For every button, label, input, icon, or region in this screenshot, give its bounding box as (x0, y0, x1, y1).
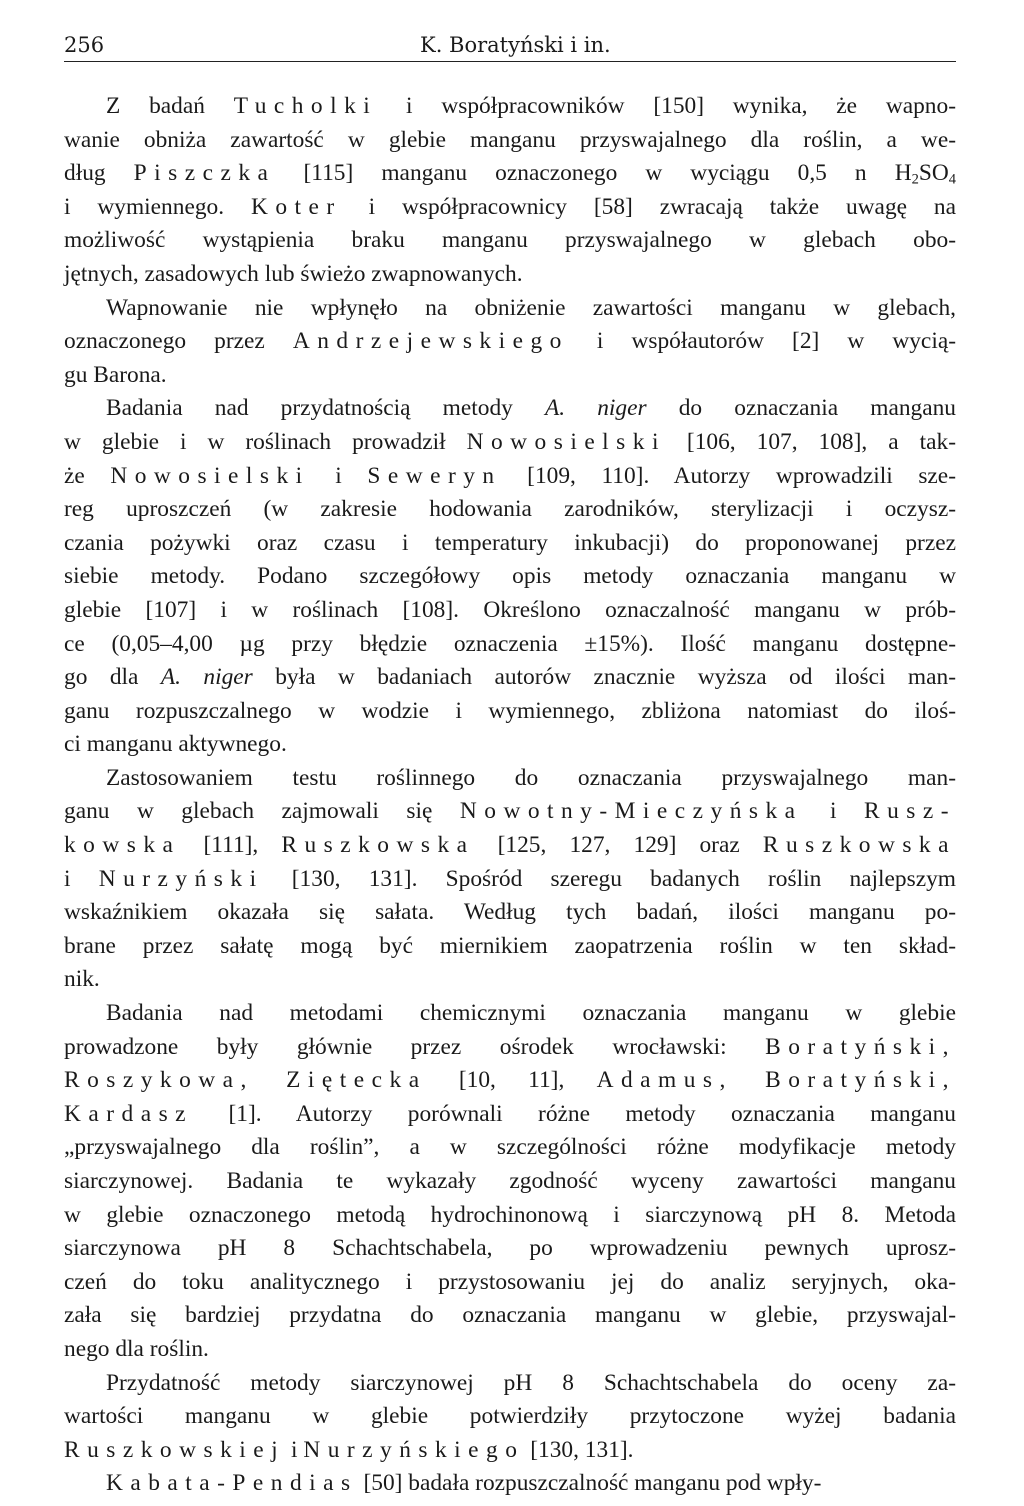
text-line (64, 258, 956, 292)
text-line (64, 1031, 956, 1065)
text-run: i (309, 462, 368, 489)
text-run: wartości manganu w glebie potwierdziły przytoczone wyżej badania (64, 1403, 956, 1430)
author-name: Seweryn (367, 462, 502, 489)
text-line (64, 728, 956, 762)
text-line (64, 1199, 956, 1233)
text-run: Zastosowaniem testu roślinnego do oznaczania przyswajalnego man- (106, 764, 956, 791)
text-line (64, 392, 956, 426)
text-line (64, 863, 956, 897)
text-run: do oznaczania manganu (646, 395, 956, 422)
text-run: w glebie oznaczonego metodą hydrochinonową i siarczynową pH 8. Metoda (64, 1201, 956, 1228)
body-text (64, 90, 956, 1501)
text-line (64, 460, 956, 494)
text-run: i (802, 798, 864, 825)
text-line (64, 795, 956, 829)
text-run: go dla (64, 664, 161, 691)
text-run: Z badań (106, 93, 234, 119)
paragraph (64, 292, 956, 393)
author-name: Nurzyński (98, 865, 264, 892)
text-run: Wapnowanie nie wpłynęło na obniżenie zawartości manganu w glebach, (106, 294, 956, 321)
text-line (64, 1467, 956, 1501)
text-line (64, 1232, 956, 1266)
text-run: wskaźnikiem okazała się sałata. Według tych badań, ilości manganu po- (64, 899, 956, 926)
paragraph (64, 90, 956, 292)
text-run: i wymiennego. (64, 193, 251, 220)
page-number: 256 (64, 33, 105, 57)
text-line (64, 1064, 956, 1098)
text-run: siarczynowa pH 8 Schachtschabela, po wprowadzeniu pewnych uprosz- (64, 1235, 956, 1262)
species-name: A. niger (160, 664, 253, 691)
text-line (64, 90, 956, 124)
page-header (64, 30, 956, 60)
text-line (64, 1266, 956, 1300)
text-line (64, 594, 956, 628)
text-line (64, 157, 956, 191)
text-run: w glebie i w roślinach prowadził (64, 428, 467, 455)
author-name: Andrzejewskiego (292, 328, 569, 355)
text-run: SO (918, 160, 949, 187)
text-line (64, 124, 956, 158)
text-run: ce (0,05–4,00 µg przy błędzie oznaczenia ±15%). Ilość manganu dostępne- (64, 630, 956, 657)
text-line (64, 930, 956, 964)
text-run: i (64, 865, 99, 892)
paragraph (64, 1467, 956, 1501)
text-run: siarczynowej. Badania te wykazały zgodność wyceny zawartości manganu (64, 1168, 956, 1194)
running-title: K. Boratyński i in. (420, 33, 611, 57)
author-name: Adamus, (596, 1067, 733, 1094)
text-run: Badania nad przydatnością metody (106, 395, 545, 422)
author-name: kowska (64, 832, 181, 859)
text-run: [130, 131]. (524, 1436, 634, 1463)
author-name: Ruszkowska (762, 832, 956, 859)
text-line (64, 426, 956, 460)
text-run: oznaczonego przez (64, 328, 293, 355)
text-run: [111], (180, 832, 282, 859)
author-name: Tucholki (233, 93, 378, 119)
text-line (64, 1165, 956, 1199)
text-run: czeń do toku analitycznego i przystosowaniu jej do analiz seryjnych, oka- (64, 1268, 956, 1295)
text-run: i współpracownicy [58] zwracają także uwagę na (341, 193, 956, 220)
text-run: [125, 127, 129] oraz (474, 832, 763, 859)
document-page (64, 30, 957, 1497)
text-line (64, 325, 956, 359)
text-line (64, 1131, 956, 1165)
text-run: [115] manganu oznaczonego w wyciągu 0,5 n H (275, 160, 912, 187)
author-name: Ruszkowskiej (64, 1436, 286, 1463)
text-run: [1]. Autorzy porównali różne metody oznaczania manganu (193, 1100, 956, 1127)
subscript: 2 (911, 171, 919, 188)
text-run: była w badaniach autorów znacznie wyższa od ilości man- (252, 664, 956, 691)
paragraph (64, 762, 956, 997)
text-run: [130, 131]. Spośród szeregu badanych roślin najlepszym (263, 865, 956, 892)
author-name: Piszczka (133, 160, 276, 187)
subscript: 4 (948, 171, 957, 188)
paragraph (64, 392, 956, 762)
text-run: zała się bardziej przydatna do oznaczania manganu w glebie, przyswajal- (64, 1302, 956, 1329)
text-line (64, 997, 956, 1031)
text-run: i współpracowników [150] wynika, że wapno- (377, 93, 956, 119)
text-line (64, 695, 956, 729)
text-run: Przydatność metody siarczynowej pH 8 Schachtschabela do oceny za- (106, 1369, 956, 1396)
text-run: prowadzone były głównie przez ośrodek wrocławski: (64, 1033, 766, 1060)
text-line (64, 224, 956, 258)
text-run: [106, 107, 108], a tak- (665, 428, 956, 455)
author-name: Kabata-Pendias (106, 1470, 358, 1497)
text-run: nego dla roślin. (64, 1335, 209, 1362)
author-name: Koter (250, 193, 342, 220)
author-name: Kardasz (64, 1100, 194, 1127)
author-name: Ziętecka (286, 1067, 427, 1094)
header-rule (64, 61, 956, 62)
text-line (64, 896, 956, 930)
author-name: Roszykowa, (64, 1067, 254, 1094)
author-name: Nowosielski (110, 462, 310, 489)
text-run: i (285, 1436, 304, 1463)
text-run: siebie metody. Podano szczegółowy opis metody oznaczania manganu w (64, 563, 956, 590)
text-run (254, 1067, 286, 1093)
author-name: Nurzyńskiego (303, 1436, 525, 1463)
text-run: [50] badała rozpuszczalność manganu pod wpły- (357, 1470, 822, 1497)
text-run: jętnych, zasadowych lub świeżo zwapnowanych. (64, 260, 523, 287)
text-line (64, 1333, 956, 1367)
text-line (64, 829, 956, 863)
author-name: Nowotny-Mieczyńska (459, 798, 803, 825)
text-line (64, 191, 956, 225)
text-run: ganu rozpuszczalnego w wodzie i wymiennego, zbliżona natomiast do iloś- (64, 697, 956, 724)
text-line (64, 292, 956, 326)
text-run: glebie [107] i w roślinach [108]. Określono oznaczalność manganu w prób- (64, 596, 956, 623)
text-line (64, 963, 956, 997)
text-run: reg uproszczeń (w zakresie hodowania zarodników, sterylizacji i oczysz- (64, 496, 956, 523)
text-run: [109, 110]. Autorzy wprowadzili sze- (501, 462, 956, 489)
text-run: możliwość wystąpienia braku manganu przyswajalnego w glebach obo- (64, 227, 956, 254)
text-line (64, 762, 956, 796)
text-run: wanie obniża zawartość w glebie manganu przyswajalnego dla roślin, a we- (64, 126, 956, 153)
text-run: że (64, 462, 111, 489)
text-run: nik. (64, 966, 100, 993)
text-line (64, 1367, 956, 1401)
paragraph (64, 1367, 956, 1468)
text-line (64, 661, 956, 695)
author-name: Nowosielski (466, 428, 666, 455)
text-run: ganu w glebach zajmowali się (64, 798, 460, 825)
paragraph (64, 997, 956, 1367)
text-run (733, 1067, 765, 1093)
text-run: czania pożywki oraz czasu i temperatury inkubacji) do proponowanej przez (64, 529, 956, 556)
text-line (64, 1299, 956, 1333)
author-name: Boratyński, (765, 1067, 956, 1094)
text-line (64, 493, 956, 527)
text-line (64, 628, 956, 662)
text-run: gu Barona. (64, 361, 167, 388)
text-run: „przyswajalnego dla roślin”, a w szczególności różne modyfikacje metody (64, 1134, 956, 1161)
text-run: brane przez sałatę mogą być miernikiem zaopatrzenia roślin w ten skład- (64, 932, 956, 959)
author-name: Rusz- (863, 798, 956, 825)
text-run: i współautorów [2] w wycią- (568, 328, 956, 355)
text-line (64, 560, 956, 594)
text-line (64, 359, 956, 393)
text-run: dług (64, 160, 134, 187)
author-name: Boratyński, (765, 1033, 956, 1060)
text-run: ci manganu aktywnego. (64, 731, 287, 758)
text-line (64, 1434, 956, 1468)
text-line (64, 1400, 956, 1434)
species-name: A. niger (544, 395, 647, 422)
author-name: Ruszkowska (281, 832, 475, 859)
text-run: [10, 11], (426, 1067, 597, 1094)
text-line (64, 1098, 956, 1132)
text-run: Badania nad metodami chemicznymi oznaczania manganu w glebie (106, 1000, 956, 1027)
text-line (64, 527, 956, 561)
